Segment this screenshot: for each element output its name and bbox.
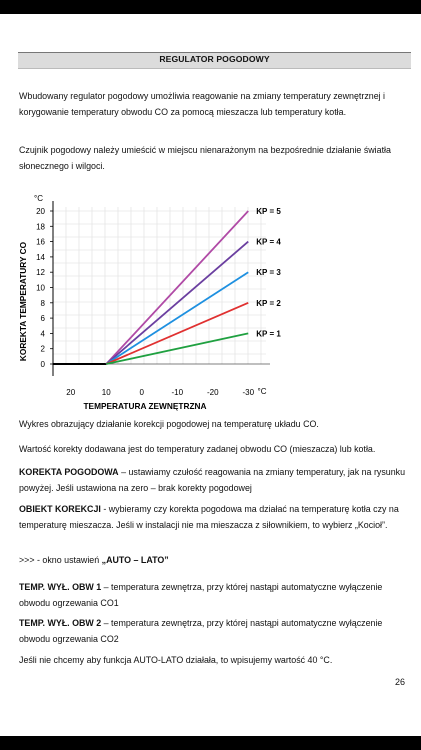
x-tick-label: -30 bbox=[242, 388, 255, 397]
correction-object-term: OBIEKT KOREKCJI bbox=[19, 504, 101, 514]
y-tick-label: 4 bbox=[40, 329, 45, 339]
obw2-paragraph bbox=[19, 615, 411, 647]
x-axis-title: TEMPERATURA ZEWNĘTRZNA bbox=[83, 401, 207, 411]
series-line bbox=[106, 333, 248, 364]
correction-object-text: - wybieramy czy korekta pogodowa ma działać na temperaturę kotła czy na temperaturę mieszacza. Jeśli w instalacji nie ma mieszacza z siłownikiem, to wybierz „Kocioł”. bbox=[19, 504, 399, 531]
window-prefix: >>> - okno ustawień bbox=[19, 555, 102, 565]
section-title: REGULATOR POGODOWY bbox=[159, 54, 270, 64]
series-label: KP = 5 bbox=[256, 207, 281, 216]
series-line bbox=[106, 303, 248, 364]
bottom-black-bar bbox=[0, 736, 421, 750]
y-tick-label: 10 bbox=[36, 283, 45, 293]
series-line bbox=[106, 242, 248, 364]
series-label: KP = 4 bbox=[256, 237, 281, 247]
page-number: 26 bbox=[395, 677, 406, 687]
weather-correction-text: – ustawiamy czułość reagowania na zmiany temperatury, jak na rysunku powyżej. Jeśli ustawiona na zero – brak korekty pogodowej bbox=[19, 467, 406, 494]
obw1-paragraph bbox=[19, 579, 411, 611]
x-tick-label: 0 bbox=[139, 388, 144, 397]
correction-object-paragraph bbox=[19, 501, 411, 533]
x-tick-label: -10 bbox=[171, 388, 184, 397]
x-tick-label: 20 bbox=[66, 388, 76, 397]
sensor-paragraph: Czujnik pogodowy należy umieścić w miejscu nienarażonym na bezpośrednie działanie światła słonecznego i wilgoci. bbox=[19, 145, 391, 172]
y-tick-label: 0 bbox=[40, 360, 45, 369]
y-tick-label: 2 bbox=[40, 344, 45, 354]
obw2-text: – temperatura zewnętrza, przy której nastąpi automatyczne wyłączenie obwodu ogrzewania CO2 bbox=[19, 618, 383, 645]
y-unit-label: °C bbox=[34, 194, 43, 203]
y-tick-label: 14 bbox=[36, 252, 45, 262]
chart-svg bbox=[0, 180, 421, 414]
series-label: KP = 1 bbox=[256, 329, 281, 339]
series-line bbox=[106, 272, 248, 364]
x-tick-label: -20 bbox=[206, 388, 219, 397]
y-tick-label: 20 bbox=[36, 207, 45, 216]
window-name: „AUTO – LATO” bbox=[101, 555, 169, 565]
auto-lato-window-line bbox=[19, 552, 411, 568]
y-tick-label: 8 bbox=[40, 298, 45, 308]
correction-added-paragraph: Wartość korekty dodawana jest do temperatury zadanej obwodu CO (mieszacza) lub kotła. bbox=[19, 444, 376, 454]
x-unit-label: °C bbox=[257, 387, 267, 396]
obw1-term: TEMP. WYŁ. OBW 1 bbox=[19, 582, 102, 592]
top-black-bar bbox=[0, 0, 421, 14]
series-label: KP = 2 bbox=[256, 298, 281, 308]
y-tick-label: 16 bbox=[36, 237, 45, 247]
auto-lato-paragraph: Jeśli nie chcemy aby funkcja AUTO-LATO działała, to wpisujemy wartość 40 °C. bbox=[19, 655, 333, 665]
obw2-term: TEMP. WYŁ. OBW 2 bbox=[19, 618, 102, 628]
weather-correction-paragraph bbox=[19, 464, 411, 496]
chart-caption: Wykres obrazujący działanie korekcji pogodowej na temperaturę układu CO. bbox=[19, 419, 319, 429]
obw1-text: – temperatura zewnętrza, przy której nastąpi automatyczne wyłączenie obwodu ogrzewania CO1 bbox=[19, 582, 383, 609]
intro-paragraph: Wbudowany regulator pogodowy umożliwia reagowanie na zmiany temperatury zewnętrznej i korygowanie temperatury obwodu CO za pomocą mieszacza lub temperatury kotła. bbox=[19, 91, 386, 118]
y-tick-label: 12 bbox=[36, 268, 45, 278]
y-axis-title: KOREKTA TEMPERATURY CO bbox=[18, 241, 28, 362]
y-tick-label: 6 bbox=[40, 314, 45, 324]
series-label: KP = 3 bbox=[256, 268, 281, 278]
y-tick-label: 18 bbox=[36, 222, 45, 232]
section-header bbox=[18, 52, 411, 69]
weather-correction-chart bbox=[0, 180, 421, 414]
x-tick-label: 10 bbox=[101, 388, 111, 397]
weather-correction-term: KOREKTA POGODOWA bbox=[19, 467, 119, 477]
